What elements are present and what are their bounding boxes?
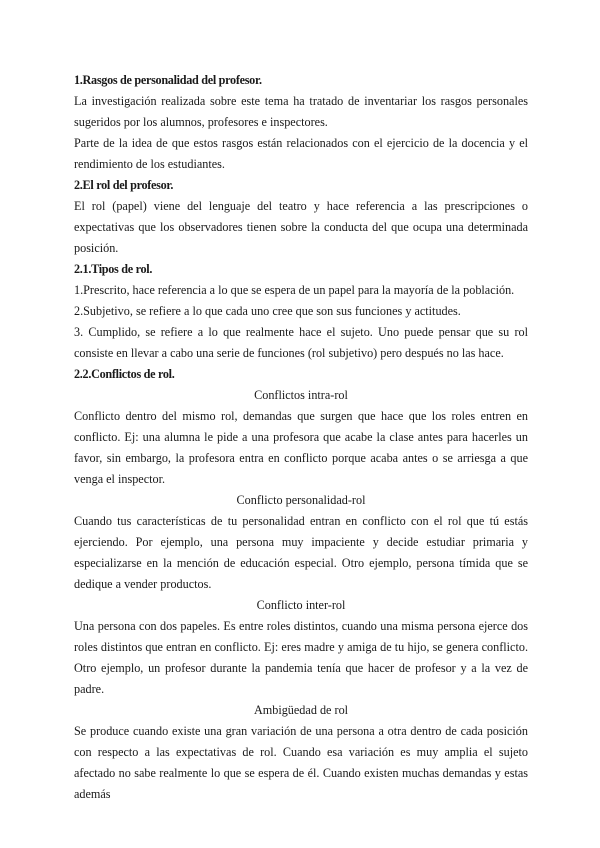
paragraph-ambiguedad-rol: Se produce cuando existe una gran variación de una persona a otra dentro de cada posición con respecto a las expectativas de rol. Cuando esa variación es muy amplia el sujeto afectado no sabe realmente lo que se espera de él. Cuando existen muchas demandas y estas además	[74, 724, 528, 801]
subtitle-personalidad-rol: Conflicto personalidad-rol	[236, 493, 366, 507]
paragraph-prescrito: 1.Prescrito, hace referencia a lo que se espera de un papel para la mayoría de la población.	[74, 283, 515, 297]
heading-conflictos-rol: 2.2.Conflictos de rol.	[74, 367, 175, 381]
subtitle-ambiguedad-rol: Ambigüedad de rol	[253, 703, 349, 717]
paragraph-subjetivo: 2.Subjetivo, se refiere a lo que cada uno cree que son sus funciones y actitudes.	[74, 304, 461, 318]
heading-rol-profesor: 2.El rol del profesor.	[74, 178, 174, 192]
paragraph-rol-definicion: El rol (papel) viene del lenguaje del teatro y hace referencia a las prescripciones o expectativas que los observadores tienen sobre la conducta del que ocupa una determinada posición.	[74, 199, 528, 255]
document-page	[74, 70, 528, 805]
subtitle-intra-rol: Conflictos intra-rol	[254, 388, 348, 402]
heading-rasgos-personalidad: 1.Rasgos de personalidad del profesor.	[74, 73, 262, 87]
subtitle-inter-rol: Conflicto inter-rol	[256, 598, 346, 612]
paragraph-cumplido: 3. Cumplido, se refiere a lo que realmente hace el sujeto. Uno puede pensar que su rol consiste en llevar a cabo una serie de funciones (rol subjetivo) pero después no las hace.	[74, 325, 528, 360]
paragraph-personalidad-rol: Cuando tus características de tu personalidad entran en conflicto con el rol que tú estás ejerciendo. Por ejemplo, una persona muy impaciente y decide estudiar primaria y especializarse en la mención de educación especial. Otro ejemplo, persona tímida que se dedique a vender productos.	[74, 514, 528, 591]
paragraph-investigacion: La investigación realizada sobre este tema ha tratado de inventariar los rasgos personales sugeridos por los alumnos, profesores e inspectores.	[74, 94, 528, 129]
paragraph-parte-idea: Parte de la idea de que estos rasgos están relacionados con el ejercicio de la docencia y el rendimiento de los estudiantes.	[74, 136, 528, 171]
paragraph-intra-rol: Conflicto dentro del mismo rol, demandas que surgen que hace que los roles entren en conflicto. Ej: una alumna le pide a una profesora que acabe la clase antes para hacerles un favor, sin embargo, la profesora entra en conflicto porque acaba antes o se arriesga a que venga el inspector.	[74, 409, 528, 486]
heading-tipos-rol: 2.1.Tipos de rol.	[74, 262, 153, 276]
paragraph-inter-rol: Una persona con dos papeles. Es entre roles distintos, cuando una misma persona ejerce dos roles distintos que entran en conflicto. Ej: eres madre y amiga de tu hijo, se genera conflicto. Otro ejemplo, un profesor durante la pandemia tenía que hacer de profesor y a la vez de padre.	[74, 619, 528, 696]
